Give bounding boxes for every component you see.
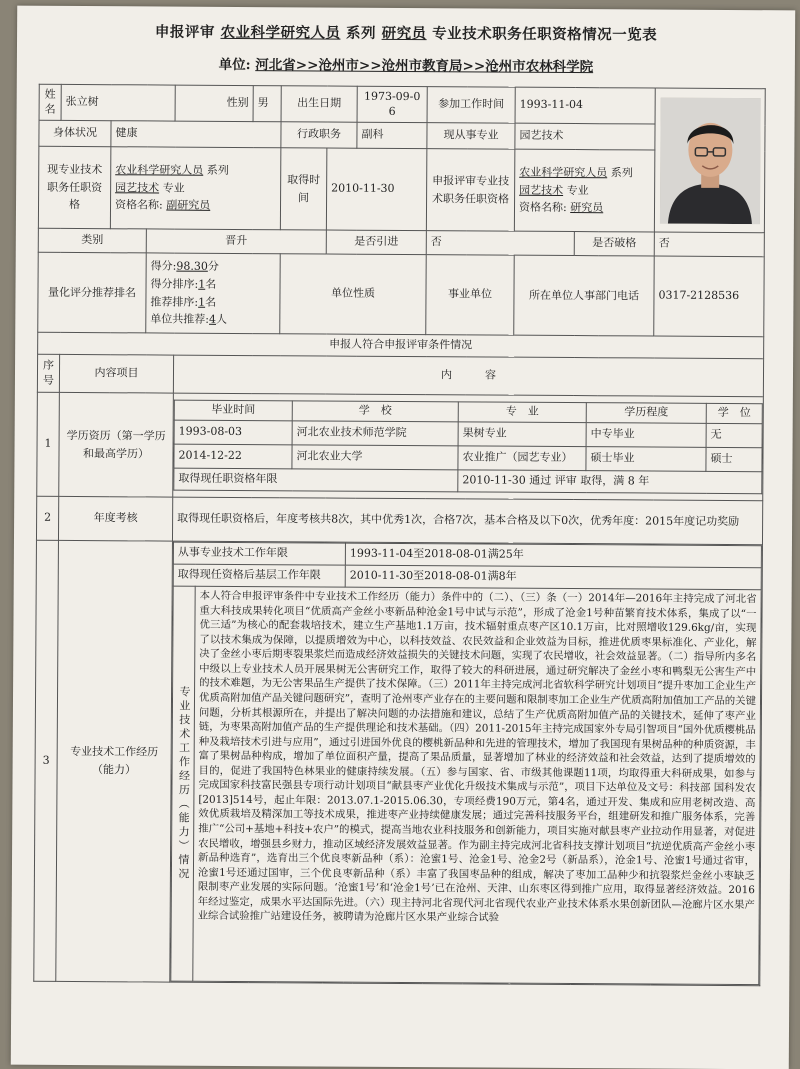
edu-header: 专 业 [458,402,586,423]
edu-label: 学历资历（第一学历和最高学历） [59,392,174,497]
title-suffix: 专业技术职务任职资格情况一览表 [432,25,657,43]
major-label: 现从事专业 [427,123,515,150]
work-side-label-cell [171,586,195,981]
birth-label: 出生日期 [281,86,357,122]
work-row [34,540,763,985]
exception-label: 是否破格 [574,232,654,256]
edu-years-value: 2010-11-30 通过 评审 取得，满 8 年 [458,470,762,494]
unit-line [17,52,795,77]
applied-name-label: 资格名称: [519,201,567,214]
current-major-suffix: 专业 [163,181,185,194]
score-row [38,252,764,336]
work-detail-row [171,586,761,985]
health-label: 身体状况 [39,120,111,146]
score-label: 量化评分推荐排名 [38,252,146,333]
applied-series: 农业科学研究人员 [519,166,607,180]
current-major: 园艺技术 [115,181,159,194]
work-detail-text: 本人符合申报评审条件中专业技术工作经历（能力）条件中的（二）、（三）条（一）2014年—2016年主持完成了河北省重大科技成果转化项目“优质高产金丝小枣新品种沧金1号中试与示范”，形成了沧金1号种苗繁育技术体系，集成了以“一优三适”为核心的配套栽培技术，建立生产基地1.1万亩，技术辐射重点枣产区10.1万亩，比对照增收129.6kg/亩，实现了以技术集成为保障，以提质增效为中心，以科技效益、农民效益和企业效益为目标，推进优质枣果标准化、产业化，解决了金丝小枣后期枣裂果浆烂而造成经济效益损失的关键技术问题，实现了农民增收，社会效益显著。（二）指导所内多名中级以上专业技术人员开展果树无公害研究工作，取得了较大的科研进展，通过研究解决了金丝小枣和鸭梨无公害生产中的技术难题，为无公害果品生产提供了技术保障。（三）2011年主持完成河北省软科学研究计划项目“提升枣加工企业生产优质高附加值产品关键问题研究”，查明了沧州枣产业存在的主要问题和限制枣加工企业生产优质高附加值加工产品的关键问题，分析其根源所在，并提出了解决问题的办法措施和建议，总结了生产优质高附加值产品的关键技术，延伸了枣产业链，为枣果高附加值产品的生产提供理论和技术基础。（四）2011-2015年主持完成国家外专局引智项目“国外优质樱桃品种及栽培技术引进与应用”，通过引进国外优良的樱桃新品种和先进的管理技术，增加了我国现有果树品种的种质资源，丰富了果树品种构成，增加了单位面积产量，提高了果品质量，显著增加了林业的经济效益和社会效益，达到了提质增效的目的，促进了我国特色林果业的健康持续发展。（五）参与国家、省、市级其他课题11项，均取得重大科研成果，如参与完成国家科技富民强县专项行动计划项目“献县枣产业优化升级技术集成与示范”，项目下达单位及文号：科技部 国科发农[2013]514号，起止年限：2013.07.1-2015.06.30，专项经费190万元，第4名，通过开发、集成和应用老树改造、高效优质栽培及精深加工等技术成果，推进枣产业持续健康发展；通过完善科技服务平台，组建研发和推广服务体系，完善推广“公司+基地+科技+农户”的模式，提高当地农业科技服务和创新能力，项目实施对献县枣产业拉动作用显著，对促进农民增收，增强县乡财力，推动区域经济发展效益显著。作为副主持完成河北省科技支撑计划项目“抗逆优质高产金丝小枣新品种选育”，选育出三个优良枣新品种（系）：沧蜜1号、沧金1号、沧金2号（新品系），沧金1号、沧蜜1号通过省审，沧蜜1号还通过国审，三个优良枣新品种（系）丰富了我国枣品种的组成，解决了枣加工品种少和抗裂浆烂金丝小枣缺乏限制枣产业发展的实际问题。‘沧蜜1号’和‘沧金1号’已在沧州、天津、山东枣区得到推广应用，取得显著经济效益。2016年经过鉴定，成果水平达国际先进。（六）现主持河北省现代河北省现代农业产业技术体系水果创新团队—沧廊片区水果产业综合试验推广站建设任务，被聘请为沧廊片区水果产业综合试验 [193,586,761,984]
applied-title-label: 申报评审专业技术职务任职资格 [426,149,514,232]
annual-text: 取得现任职资格后，年度考核共8次，其中优秀1次，合格7次，基本合格及以下0次，优秀年度：2015年度记功奖励 [172,497,762,545]
unit-label: 单位: [219,57,251,73]
health-value: 健康 [111,121,281,148]
name-value: 张立树 [61,84,175,121]
category-value: 晋升 [146,229,326,254]
work-years1-label: 从事专业技术工作年限 [173,542,345,565]
current-name: 副研究员 [166,199,210,212]
applied-title-value [514,149,654,232]
score-value: 98.30 [176,260,208,273]
work-no: 3 [34,540,59,981]
edu-school: 河北农业技术师范学院 [292,421,458,446]
edu-header: 学 位 [706,403,762,423]
score-line: 得分:98.30分 [151,258,276,276]
title-position: 研究员 [382,25,427,42]
edu-content [173,393,764,501]
edu-level: 硕士毕业 [586,447,706,472]
phone-label: 所在单位人事部门电话 [514,255,654,336]
name-label: 姓名 [39,84,61,120]
work-start-value: 1993-11-04 [515,87,655,124]
current-title-label: 现专业技术职务任职资格 [38,146,110,228]
applied-major-suffix: 专业 [567,184,589,197]
admin-value: 副科 [357,122,427,148]
annual-row [36,496,762,544]
annual-no: 2 [36,496,58,540]
work-years2-label: 取得现任资格后基层工作年限 [173,564,345,587]
rec-rank-line: 推荐排序:1名 [150,293,275,311]
table-row [174,444,762,472]
intro-label: 是否引进 [326,230,426,255]
applicant-photo [659,97,760,224]
current-series: 农业科学研究人员 [115,163,203,177]
edu-level: 中专毕业 [586,423,706,448]
work-table [170,542,762,986]
rank-line: 得分排序:1名 [150,275,275,293]
edu-no: 1 [37,392,60,496]
section-title: 申报人符合申报评审条件情况 [38,332,764,358]
edu-degree: 无 [706,423,762,447]
applied-series-suffix: 系列 [611,166,633,179]
edu-row [37,392,764,500]
nature-label: 单位性质 [280,254,426,335]
work-side-label: 专业技术工作经历（能力）情况 [175,686,191,882]
edu-school: 河北农业大学 [292,445,458,470]
col-item: 内容项目 [59,354,173,393]
edu-major: 果树专业 [458,422,586,447]
edu-header: 学 校 [292,401,458,422]
edu-years-label: 取得现任职资格年限 [174,468,458,492]
rank-value: 1 [198,278,205,291]
applied-name: 研究员 [570,201,603,214]
unit-path: 河北省>>沧州市>>沧州市教育局>>沧州市农林科学院 [255,57,593,75]
obtain-label: 取得时间 [280,148,327,230]
major-value: 园艺技术 [515,123,655,150]
score-values [146,253,280,334]
form-sheet [11,6,795,1069]
work-start-label: 参加工作时间 [427,87,515,124]
edu-header: 毕业时间 [174,400,292,421]
title-prefix: 申报评审 [155,23,215,40]
admin-label: 行政职务 [281,122,357,148]
current-title-value [110,147,280,230]
applied-major: 园艺技术 [519,183,563,196]
title-series: 农业科学研究人员 [220,24,340,42]
edu-date: 1993-08-03 [174,420,292,445]
gender-value: 男 [253,86,281,122]
work-years2-value: 2010-11-30至2018-08-01满8年 [345,565,761,590]
rec-rank-value: 1 [198,295,205,308]
category-label: 类别 [38,228,146,253]
total-line: 单位共推荐:4人 [150,311,275,329]
nature-value: 事业单位 [426,255,514,336]
obtain-value: 2010-11-30 [326,148,426,231]
exception-value: 否 [654,232,764,257]
edu-header: 学历程度 [586,403,706,424]
work-content [170,541,763,986]
gender-label: 性别 [175,85,253,121]
phone-value: 0317-2128536 [654,256,764,337]
annual-label: 年度考核 [58,496,172,541]
col-no: 序号 [37,354,59,392]
edu-degree: 硕士 [706,447,762,471]
column-header-row [37,354,763,396]
edu-table [173,400,763,495]
current-series-suffix: 系列 [207,164,229,177]
photo-cell [654,88,765,233]
edu-major: 农业推广（园艺专业） [458,446,586,471]
basic-row-1 [39,84,765,124]
qualification-table [33,84,765,986]
birth-value: 1973-09-06 [357,86,427,122]
col-content: 内 容 [173,355,763,397]
edu-years-row [174,468,762,494]
title-series-word: 系列 [346,25,376,42]
table-row [174,420,762,448]
work-label: 专业技术工作经历（能力） [56,540,173,982]
page-title [17,20,795,46]
work-years1-value: 1993-11-04至2018-08-01满25年 [345,543,761,568]
person-portrait-icon [659,97,760,224]
total-value: 4 [209,313,216,326]
intro-value: 否 [426,231,574,256]
current-name-label: 资格名称: [115,199,163,212]
edu-date: 2014-12-22 [174,444,292,469]
